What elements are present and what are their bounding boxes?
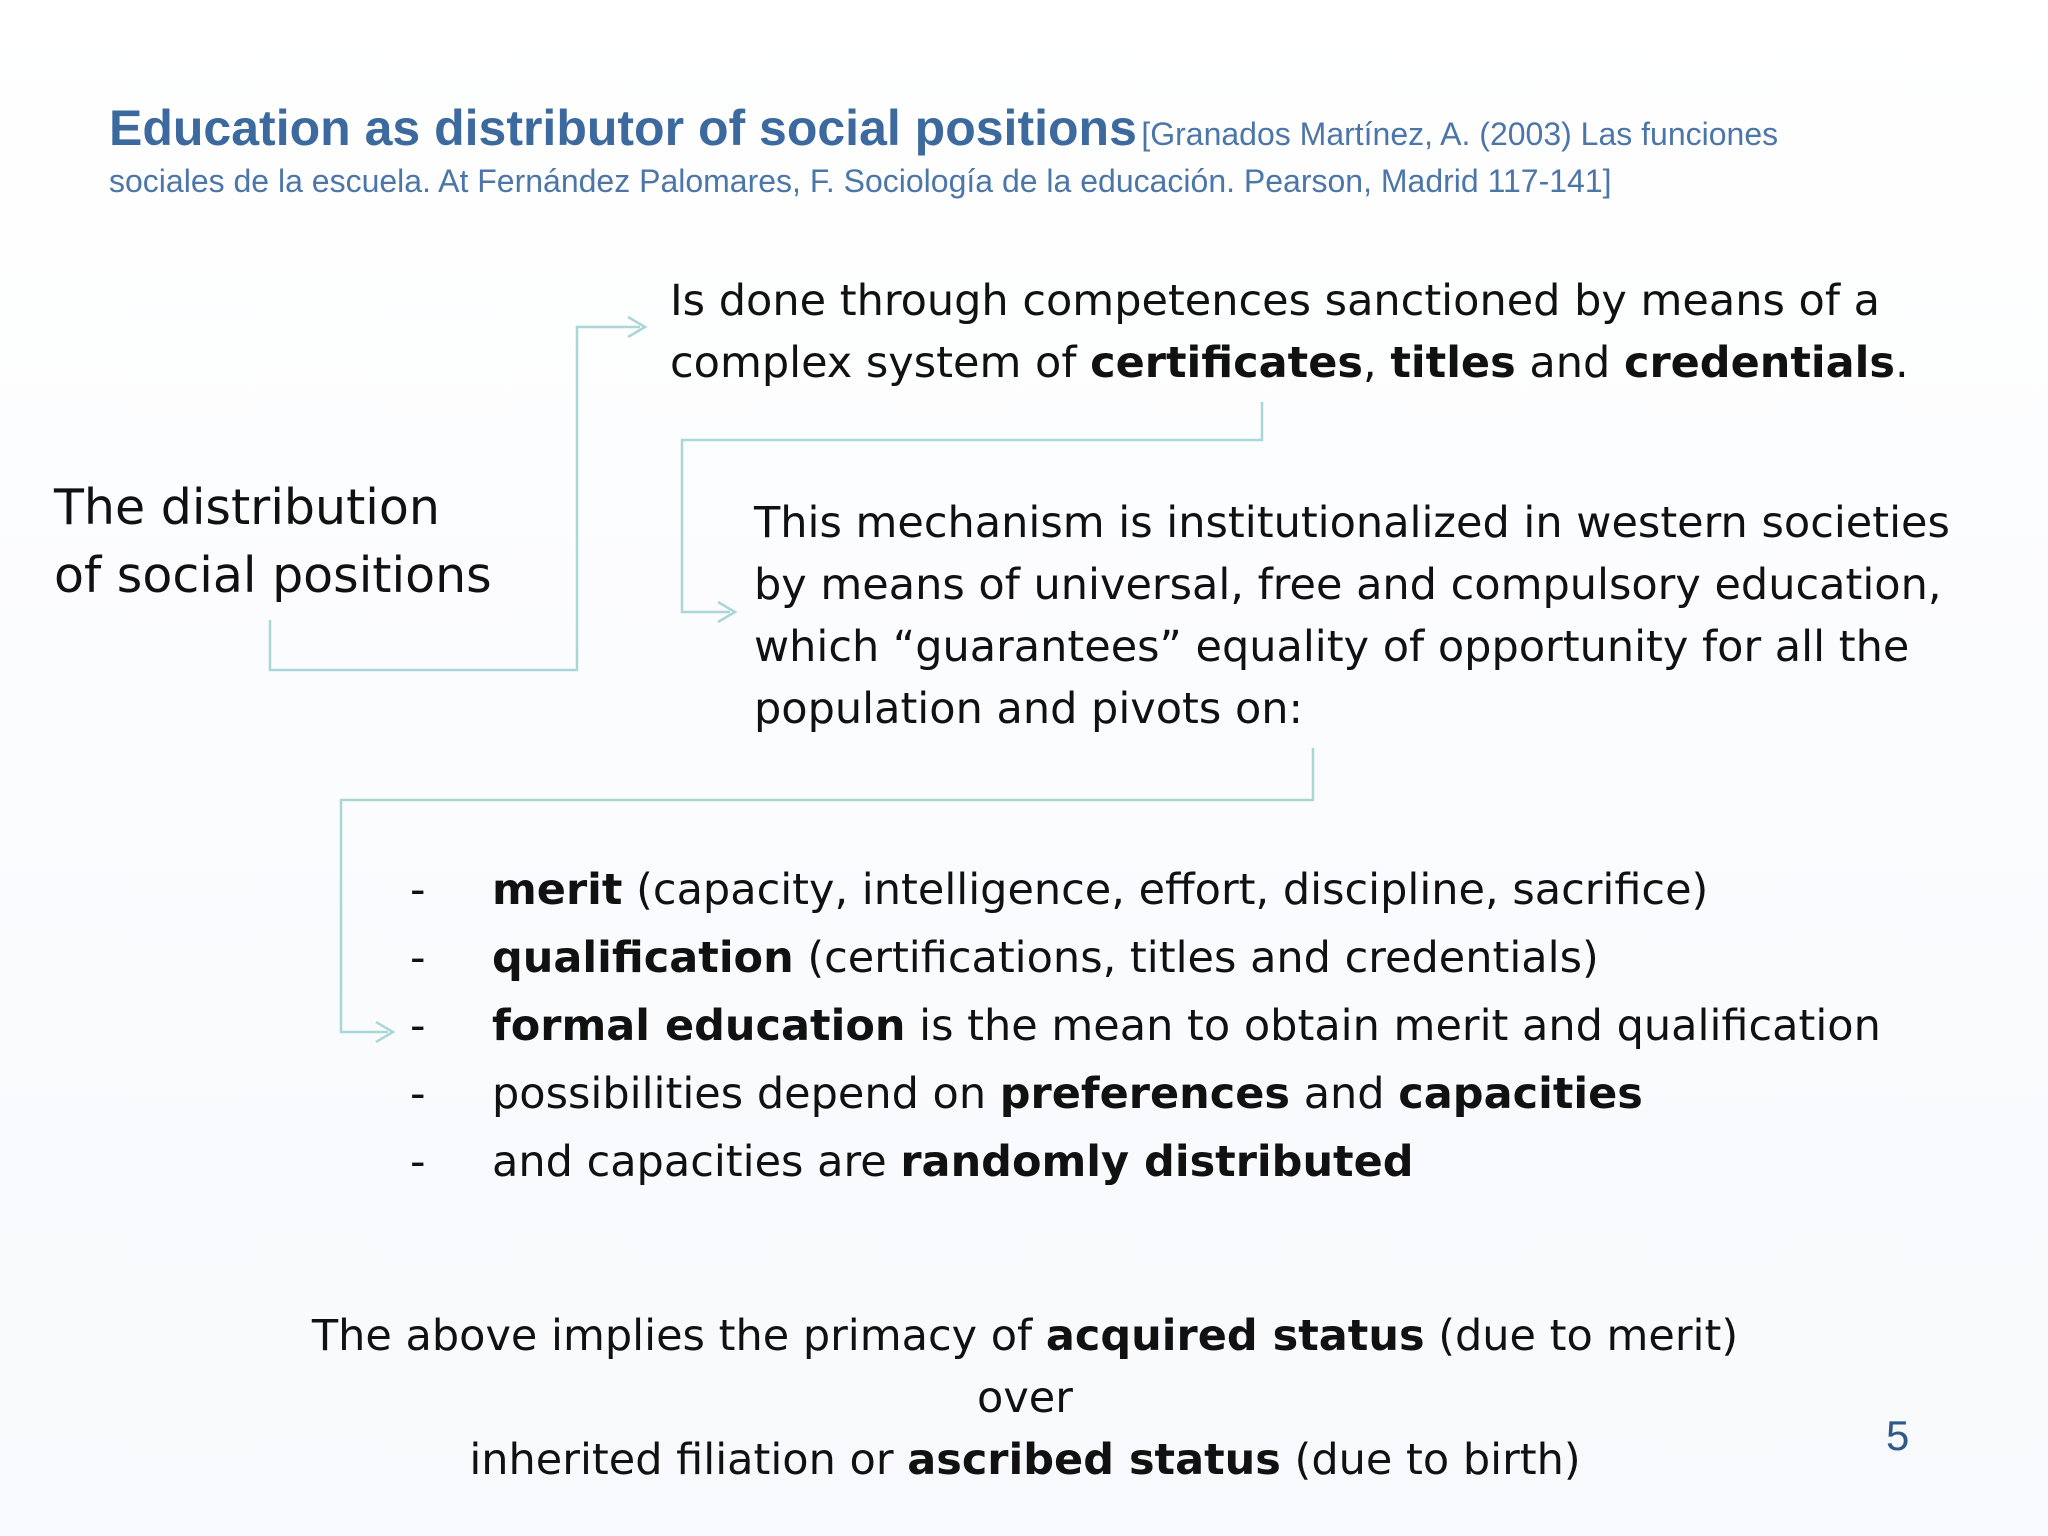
bullet-bold: formal education	[492, 1001, 906, 1051]
conclusion-text: The above implies the primacy of	[311, 1311, 1046, 1361]
bullet-bold: capacities	[1398, 1069, 1643, 1119]
conclusion	[160, 1305, 1890, 1491]
bullet-bold: preferences	[999, 1069, 1291, 1119]
step1-text	[670, 270, 1970, 394]
conclusion-line3	[160, 1429, 1890, 1491]
conclusion-text: inherited filiation or	[469, 1435, 908, 1485]
step1-sep1: ,	[1363, 338, 1391, 388]
bullet-bold: randomly distributed	[900, 1137, 1414, 1187]
bullet-bold: merit	[492, 865, 623, 915]
conclusion-text: (due to merit)	[1424, 1311, 1739, 1361]
bullet-text: and capacities are	[492, 1137, 901, 1187]
conclusion-line2: over	[977, 1373, 1073, 1423]
citation-part-1: [Granados Martínez, A. (2003) Las funciones	[1141, 116, 1779, 152]
conclusion-line1	[160, 1305, 1890, 1367]
list-item	[410, 856, 1910, 924]
pivot-list	[410, 856, 1910, 1196]
list-item	[410, 1060, 1910, 1128]
step1-credentials: credentials	[1623, 338, 1896, 388]
bullet-dash: -	[410, 1137, 426, 1187]
slide-title: Education as distributor of social positions	[109, 100, 1137, 156]
step1-titles: titles	[1390, 338, 1516, 388]
step1-end: .	[1895, 338, 1909, 388]
left-label-line1: The distribution	[54, 479, 440, 536]
page-number: 5	[1886, 1412, 1910, 1459]
conclusion-text: (due to birth)	[1280, 1435, 1581, 1485]
bullet-dash: -	[410, 865, 426, 915]
bullet-dash: -	[410, 1001, 426, 1051]
step2-text: This mechanism is institutionalized in western societies by means of universal, free and compulsory education, which “guarantees” equality of opportunity for all the population and pivots on:	[754, 498, 1950, 734]
list-item	[410, 1128, 1910, 1196]
step1-sep2: and	[1515, 338, 1624, 388]
bullet-text: possibilities depend on	[492, 1069, 1000, 1119]
left-label-line2: of social positions	[54, 547, 492, 604]
bullet-text: is the mean to obtain merit and qualification	[905, 1001, 1881, 1051]
list-item	[410, 992, 1910, 1060]
list-item	[410, 924, 1910, 992]
bullet-dash: -	[410, 1069, 426, 1119]
step1-certificates: certificates	[1090, 338, 1363, 388]
citation-part-2: sociales de la escuela. At Fernández Palomares, F. Sociología de la educación. Pearson, Madrid 117-141]	[109, 163, 1612, 199]
bullet-text: (certifications, titles and credentials)	[793, 933, 1599, 983]
bullet-text: and	[1290, 1069, 1399, 1119]
step1-part1: Is done through competences sanctioned by means of a complex system of	[670, 276, 1881, 388]
bullet-dash: -	[410, 933, 426, 983]
ascribed-status: ascribed status	[907, 1435, 1281, 1485]
left-label	[54, 474, 524, 610]
acquired-status: acquired status	[1045, 1311, 1425, 1361]
bullet-text: (capacity, intelligence, effort, discipline, sacrifice)	[622, 865, 1709, 915]
bullet-bold: qualification	[492, 933, 794, 983]
